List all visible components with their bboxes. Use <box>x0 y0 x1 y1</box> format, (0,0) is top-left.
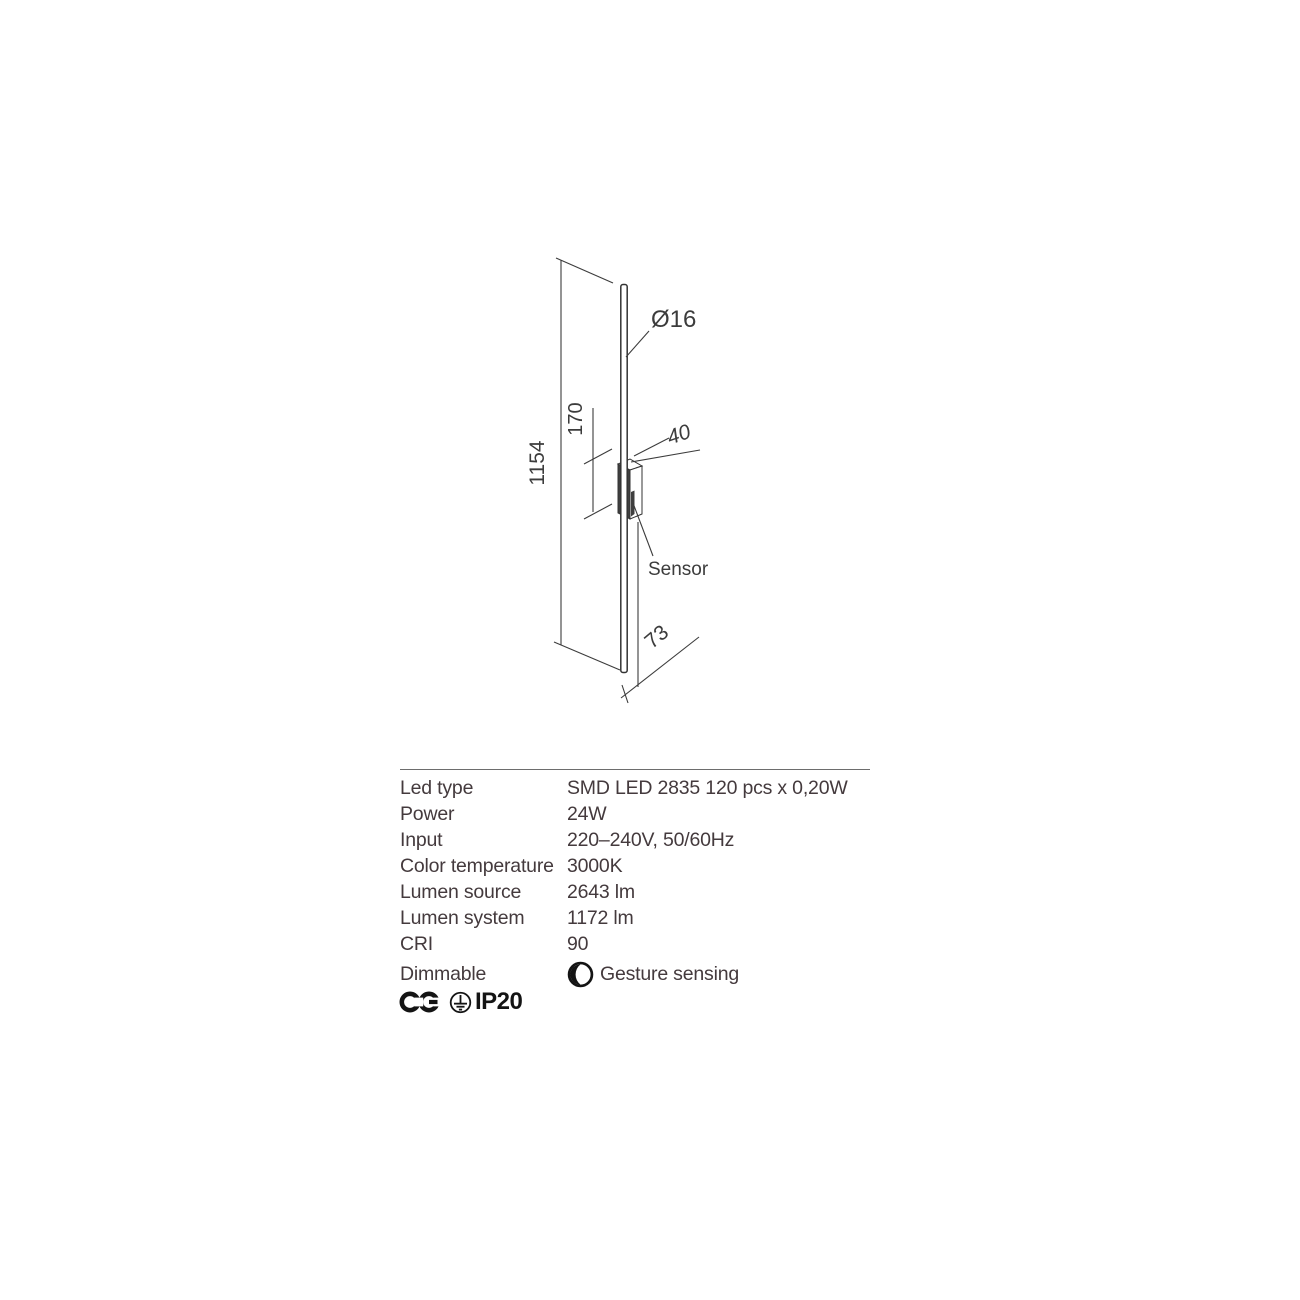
ip-rating-label: IP20 <box>475 988 523 1015</box>
spec-value: 1172 lm <box>567 906 634 929</box>
spec-table <box>400 769 870 989</box>
dim-depth-label: 73 <box>640 620 674 654</box>
dim-bracket-height-tick-top <box>584 449 612 464</box>
spec-row-dimmable <box>400 959 870 989</box>
dim-length-label: 1154 <box>526 440 549 486</box>
table-top-rule <box>400 769 870 770</box>
dim-bracket-height-label: 170 <box>565 402 587 436</box>
spec-label: Power <box>400 802 455 825</box>
spec-row-lumen-system <box>400 905 870 931</box>
dim-length-ext-bottom <box>554 642 620 670</box>
spec-label: Color temperature <box>400 854 554 877</box>
spec-label: Lumen source <box>400 880 522 903</box>
spec-label: Lumen system <box>400 906 525 929</box>
spec-value: 24W <box>567 802 607 825</box>
ce-mark-icon <box>399 989 446 1015</box>
dim-bracket-width-label: 40 <box>664 420 694 450</box>
sensor-leader <box>633 503 653 556</box>
diameter-leader <box>626 331 649 357</box>
spec-row-input <box>400 827 870 853</box>
protective-earth-class1-icon <box>449 991 472 1014</box>
dimmable-value-text: Gesture sensing <box>600 962 739 985</box>
spec-row-lumen-source <box>400 879 870 905</box>
spec-row-color-temperature <box>400 853 870 879</box>
spec-value: 90 <box>567 932 589 955</box>
dim-depth-tick <box>622 685 628 703</box>
spec-value: 2643 lm <box>567 880 635 903</box>
spec-value <box>567 961 870 988</box>
dim-bracket-height-tick-bottom <box>584 504 612 519</box>
spec-value: SMD LED 2835 120 pcs x 0,20W <box>567 776 848 799</box>
diameter-label: Ø16 <box>651 306 697 333</box>
dim-bracket-width-ext <box>634 438 669 456</box>
spec-label: Dimmable <box>400 962 487 985</box>
certifications-row <box>399 989 522 1015</box>
spec-value: 220–240V, 50/60Hz <box>567 828 735 851</box>
spec-row-led-type <box>400 775 870 801</box>
spec-label: CRI <box>400 932 433 955</box>
lamp-rod <box>621 285 627 673</box>
dim-length-ext-top <box>556 258 613 283</box>
sensor-label: Sensor <box>648 559 709 580</box>
dimmer-gesture-icon <box>567 961 594 988</box>
spec-value: 3000K <box>567 854 623 877</box>
spec-row-power <box>400 801 870 827</box>
spec-row-cri <box>400 931 870 957</box>
spec-label: Led type <box>400 776 474 799</box>
spec-label: Input <box>400 828 443 851</box>
